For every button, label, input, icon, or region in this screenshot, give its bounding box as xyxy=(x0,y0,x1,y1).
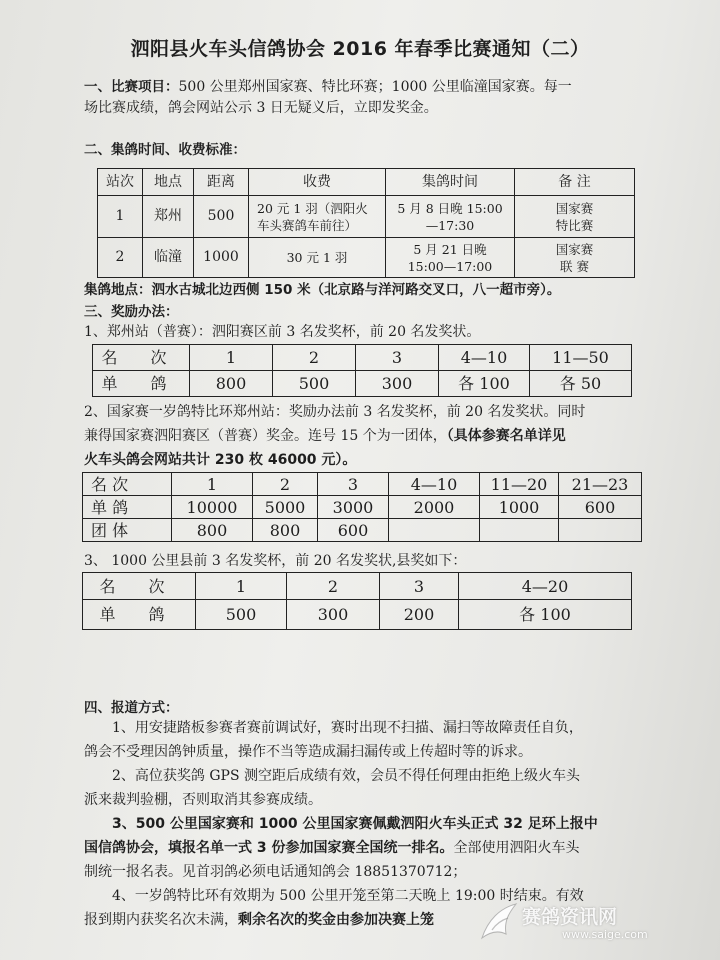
rank-cell: 4—10 xyxy=(439,345,530,371)
prize-cell: 600 xyxy=(559,496,642,519)
report-item-3-line-1: 3、500 公里国家赛和 1000 公里国家赛佩戴泗阳火车头正式 32 足环上报中 xyxy=(112,816,598,832)
prize-cell: 3000 xyxy=(318,496,389,519)
reward-item-2-line-1: 2、国家赛一岁鸽特比环郑州站：奖励办法前 3 名发奖杯，前 20 名发奖状。同时 xyxy=(84,404,586,420)
time-line-1: 5 月 8 日晚 15:00 xyxy=(397,200,503,216)
team-prize-cell xyxy=(480,519,559,542)
place-cell: 临潼 xyxy=(143,238,194,278)
note-line-1: 国家赛 xyxy=(555,241,594,257)
report-item-4-line-2: 报到期内获奖名次未满， xyxy=(84,912,238,928)
table-row xyxy=(98,238,635,278)
prize-cell: 各 100 xyxy=(459,600,632,630)
fee-line-1: 30 元 1 羽 xyxy=(286,250,348,265)
prize-cell: 各 100 xyxy=(439,371,530,397)
team-prize-cell: 800 xyxy=(172,519,253,542)
rank-cell: 3 xyxy=(356,345,439,371)
single-row xyxy=(93,371,632,397)
special-ring-reward-table xyxy=(82,472,642,542)
team-label: 团 体 xyxy=(83,519,172,542)
rank-cell: 11—20 xyxy=(480,473,559,496)
section-1 xyxy=(84,77,694,119)
table-row xyxy=(98,196,635,238)
rank-row xyxy=(93,345,632,371)
rank-cell: 3 xyxy=(380,573,459,600)
station-cell: 2 xyxy=(98,238,143,278)
header-place: 地点 xyxy=(143,169,194,196)
prize-cell: 800 xyxy=(190,371,273,397)
team-prize-cell: 600 xyxy=(318,519,389,542)
header-station: 站次 xyxy=(98,169,143,196)
prize-cell: 各 50 xyxy=(530,371,632,397)
time-line-2: —17:30 xyxy=(425,217,475,233)
section-4-heading: 四、报道方式： xyxy=(84,700,179,716)
report-item-2-line-2: 派来裁判验棚，否则取消其参赛成绩。 xyxy=(84,792,322,808)
watermark-url: www.saige.com xyxy=(562,928,648,941)
report-item-3-line-3: 制统一报名表。见首羽鸽必须电话通知鸽会 18851370712； xyxy=(84,864,467,880)
header-distance: 距离 xyxy=(194,169,249,196)
rank-cell: 3 xyxy=(318,473,389,496)
time-line-1: 5 月 21 日晚 xyxy=(413,241,487,257)
report-item-3-line-2: 全部使用泗阳火车头 xyxy=(453,840,580,856)
gather-time-cell xyxy=(386,238,515,278)
watermark-text: 赛鸽资讯网 xyxy=(522,906,618,928)
reward-item-2-line-2: 兼得国家赛泗阳赛区（普赛）奖金。连号 15 个为一团体， xyxy=(84,428,447,444)
time-line-2: 15:00—17:00 xyxy=(407,258,493,274)
note-cell xyxy=(515,238,635,278)
note-line-2: 联 赛 xyxy=(560,258,589,274)
note-cell xyxy=(515,196,635,238)
site-watermark xyxy=(478,900,698,950)
single-label: 单 鸽 xyxy=(93,371,190,397)
team-row xyxy=(83,519,642,542)
section-3-heading: 三、奖励办法： xyxy=(84,304,179,320)
reward-item-2 xyxy=(84,400,704,472)
rank-cell: 2 xyxy=(273,345,356,371)
section-1-line-2: 场比赛成绩，鸽会网站公示 3 日无疑义后，立即发奖金。 xyxy=(84,100,438,116)
fee-line-1: 20 元 1 羽（泗阳火 xyxy=(257,200,368,216)
rank-cell: 4—20 xyxy=(459,573,632,600)
place-cell: 郑州 xyxy=(143,196,194,238)
rank-label: 名 次 xyxy=(83,473,172,496)
prize-cell: 10000 xyxy=(172,496,253,519)
rank-row xyxy=(83,473,642,496)
single-row xyxy=(83,496,642,519)
report-item-4-line-2-bold: 剩余名次的奖金由参加决赛上笼 xyxy=(238,912,434,928)
prize-cell: 300 xyxy=(287,600,380,630)
rank-cell: 1 xyxy=(196,573,287,600)
note-line-1: 国家赛 xyxy=(555,200,594,216)
fee-cell xyxy=(249,238,386,278)
rank-cell: 2 xyxy=(287,573,380,600)
report-item-4-line-1: 4、一岁鸽特比环有效期为 500 公里开笼至第二天晚上 19:00 时结束。有效 xyxy=(112,888,584,904)
schedule-fee-table xyxy=(97,168,635,278)
team-prize-cell: 800 xyxy=(253,519,318,542)
reward-item-2-line-2-bold: （具体参赛名单详见 xyxy=(446,428,566,444)
single-row xyxy=(83,600,632,630)
report-item-2-line-1: 2、高位获奖鸽 GPS 测空距后成绩有效，会员不得任何理由拒绝上级火车头 xyxy=(112,768,581,784)
section-1-line-1: 500 公里郑州国家赛、特比环赛；1000 公里临潼国家赛。每一 xyxy=(178,79,572,95)
zhengzhou-reward-table xyxy=(92,344,632,397)
gather-place: 集鸽地点：泗水古城北边西侧 150 米（北京路与洋河路交叉口，八一超市旁）。 xyxy=(84,282,561,298)
rank-cell: 2 xyxy=(253,473,318,496)
prize-cell: 500 xyxy=(196,600,287,630)
prize-cell: 1000 xyxy=(480,496,559,519)
report-item-1-line-1: 1、用安捷踏板参赛者赛前调试好，赛时出现不扫描、漏扫等故障责任自负， xyxy=(112,720,583,736)
note-line-2: 特比赛 xyxy=(555,217,594,233)
prize-cell: 500 xyxy=(273,371,356,397)
rank-cell: 4—10 xyxy=(389,473,480,496)
gather-time-cell xyxy=(386,196,515,238)
rank-label: 名 次 xyxy=(83,573,196,600)
section-1-heading: 一、比赛项目： xyxy=(84,79,179,95)
rank-label: 名 次 xyxy=(93,345,190,371)
report-item-1-line-2: 鸽会不受理因鸽钟质量，操作不当等造成漏扫漏传或上传超时等的诉求。 xyxy=(84,744,532,760)
team-prize-cell xyxy=(389,519,480,542)
station-cell: 1 xyxy=(98,196,143,238)
pigeon-logo-icon xyxy=(478,900,520,944)
section-2-heading: 二、集鸽时间、收费标准： xyxy=(84,142,246,158)
rank-cell: 21—23 xyxy=(559,473,642,496)
linton-reward-table xyxy=(82,572,632,630)
table-header-row xyxy=(98,169,635,196)
reward-item-1: 1、郑州站（普赛）：泗阳赛区前 3 名发奖杯，前 20 名发奖状。 xyxy=(84,324,481,340)
prize-cell: 200 xyxy=(380,600,459,630)
rank-row xyxy=(83,573,632,600)
header-fee: 收费 xyxy=(249,169,386,196)
rank-cell: 1 xyxy=(190,345,273,371)
reward-item-2-line-3: 火车头鸽会网站共计 230 枚 46000 元）。 xyxy=(84,452,357,468)
team-prize-cell xyxy=(559,519,642,542)
distance-cell: 1000 xyxy=(194,238,249,278)
single-label: 单 鸽 xyxy=(83,496,172,519)
fee-cell xyxy=(249,196,386,238)
distance-cell: 500 xyxy=(194,196,249,238)
header-gather-time: 集鸽时间 xyxy=(386,169,515,196)
fee-line-2: 车头赛鸽车前往） xyxy=(257,217,358,233)
notice-title: 泗阳县火车头信鸽协会 2016 年春季比赛通知（二） xyxy=(130,38,590,60)
prize-cell: 300 xyxy=(356,371,439,397)
report-item-3-line-2-bold: 国信鸽协会，填报名单一式 3 份参加国家赛全国统一排名。 xyxy=(84,840,454,856)
rank-cell: 11—50 xyxy=(530,345,632,371)
single-label: 单 鸽 xyxy=(83,600,196,630)
rank-cell: 1 xyxy=(172,473,253,496)
reward-item-3: 3、 1000 公里县前 3 名发奖杯，前 20 名发奖状,县奖如下： xyxy=(84,553,467,569)
prize-cell: 5000 xyxy=(253,496,318,519)
header-note: 备 注 xyxy=(515,169,635,196)
prize-cell: 2000 xyxy=(389,496,480,519)
